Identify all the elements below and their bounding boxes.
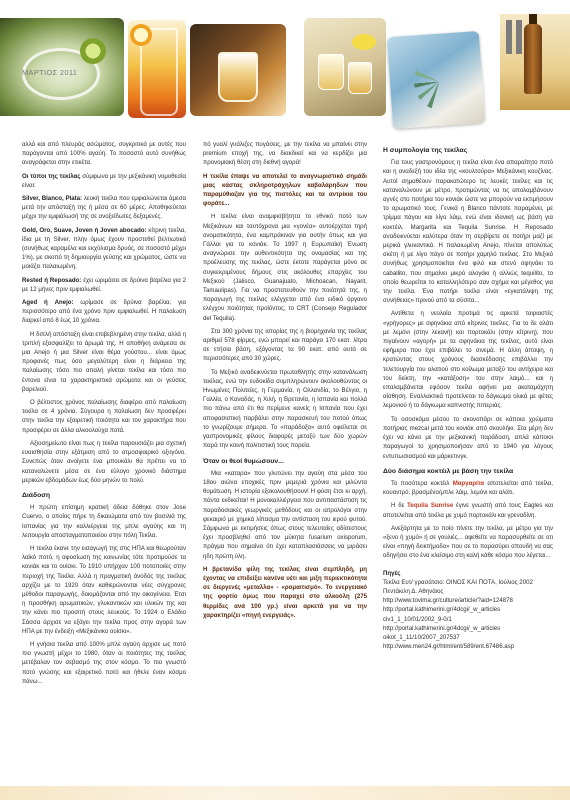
paragraph xyxy=(22,172,186,190)
source-item: Τεκίλα Ευτ/ γρασάτσιο: ΟΙΝΟΣ ΚΑΙ ΠΟΤΑ, Ιούλιος 2002 xyxy=(383,578,533,586)
paragraph: Για τους γαστρονόμους η τεκίλα είναι ένα απαραίτητο ποτό και η αναδεξή του ιδέα της «κουλτούρα» Μεξικάνικη κουζίνας. Αυτοί σημαθέουν παρακατώτερο τις λευκές τεκίλες και τις καταναλώνουν με μέτρο, προτιμώντας να τις απολαμβάνουν αγνές στο ποτήρια του κονιάκ ώστε να μπορούν να εκτιμήσουν το αρωματικό τους. Γενικά η Blanco πάντοτε παραμένει, με τρίμμα πάγου και λίγο λάιμ, ενώ είναι ιδανική ως βάση για κοκτέιλ. Margarita και Tequila Sunrise. Η Reposado αναδεικνύεται καλύτερα όταν τη σερβίρετε σε ποτήρι μαζί με μερικά γλυκαντικά. Η παλαιωμένη Anejo, πίνεται απολύτως σκέτη ή με λίγο πάγο σε ποτήρι χαμηλό τεκίλας. Στο Μεξικό συνήθως χρησιμοποιείται ένα φιλό και στενό σφηνάκι το caballito, που σημαίνει μικρό αλογάκι ή αλλιώς tequilito, το οποίο θεωρείται το καταλληλότερο σαν σχήμα και μέγεθος για την τεκίλα. Ένα ποτήρι τεκίλα είναι «εγκατάλιψη της συνήθειας» πρινού από τα σύσιτα... xyxy=(383,159,553,305)
term: Silver, Blanco, Plata: xyxy=(22,195,83,203)
lime-slice-icon xyxy=(80,38,106,64)
paragraph: πό γυαλί γυάλιζες πυγάσεις, με την τεκίλα να μπαίνει στην premium εποχή της, να διακδικεί και να κερδίζει μια προνομιακή θέση στη διεθνή αγορά! xyxy=(203,141,367,167)
paragraph-text: Το ποσότερα κοκτέιλ xyxy=(391,479,453,487)
issue-date: ΜΑΡΤΙΟΣ 2011 xyxy=(22,68,78,77)
paragraph-text: αποτελείται από τεκίλα, κουαντρό, βρασμένο/μπλε λάιμ, λεμόνι και αλάτι. xyxy=(383,479,553,497)
text-column-3 xyxy=(383,140,553,651)
source-link[interactable]: http://www.men24.gr/html/ent/589/ent.67486.asp xyxy=(383,643,515,651)
agave-icon xyxy=(412,52,466,111)
shot-glass-icon xyxy=(318,54,344,90)
paragraph: Η γνήσια τεκίλα από 100% μπλε αγαύη άρχισε ως ποτό πιο γνωστή μέχρι το 1980, όταν οι ποιότητες της τεκίλας μετέβαλαν τον σεβασμό της στον κόσμο. Το πιο γνωστό ποτό γνώσης και εξαιρετικό ποτό και ήθελε έναν κόσμο πάνω... xyxy=(22,640,186,685)
paragraph: Η τεκίλα είναι αναμφισβήτητα το εθνικό ποτό των Μεξικάνων και ταυτόχρονα μια «γονέα» αυτοέρχεται τηρή ονοματικότητα, ένα καμπράκιναν για αυτήν όπως και για Γάλλοι για το κονιάκ. Το 1997 η Ευρωπαϊκή Ένωση αναγνώρισε την αυθεντικότητα της ονομασίας και της προέλευσης της τεκίλας, ώστε έκτοτε παράγεται μόνο σε συγκεκριμένους δήμους στις ακόλουθες επαρχίες του Μεξικού (Jalisco, Guanajuato, Michoacan, Nayarit, Tamaulipas). Για να προστατευθούν την ποιότητά της, η παραγωγή της τεκίλας ελέγχεται από ένα ειδικό όργανο ελέγχου ποιότητας προϊόντος, το CRT (Consejo Regulador del Tequila). xyxy=(203,213,367,322)
lemon-icon xyxy=(352,34,376,50)
paragraph-text: ωρίμασε σε δρύινα βαρέλια, για περισσότερο από ένα χρόνο πριν εμφιαλωθεί. Η παλαίωση διαρκεί από 8 έως 10 χρόνια. xyxy=(22,299,186,325)
paragraph-text: σύμφωνα με την μεξικάνικη νομοθεσία είναι: xyxy=(22,172,187,189)
text-column-2 xyxy=(203,140,367,624)
source-link[interactable]: http://portal.kathimerini.gr/4dcgi/_w_articles xyxy=(383,624,501,632)
paragraph xyxy=(22,298,186,326)
paragraph: Μια «καταρα» που γλυτώνει την αγαύη στα μέσα του 18ου αιώνα εποχικές πριν μεμεριά χρόνια και μιλώντα θυμάτωση. Η ιστορία εξακολουθήσουν! Η φύση έτσι κι αρχή, πάντα εκδικείται! Η μονοκαλλιέργεια που αντιπαστάστιση τις παραδοσιακές γεωργικές μεθόδους και οι ιατρολόγοι στην φεκαιριό με χημικά λίπασμα την αντίσταση του ιερού φυτού. Σάμφωνα με εκτιμήσεις όπως στους τελευταίες αδίσεστους έχει προσβληθεί από τον μύκητα fusarium oxisporum, πράγμα που σημαίνει ότι έχει καταπλασιάσσεις να μιράσει ηδη πρώτη ύλη. xyxy=(203,469,367,560)
paragraph: Το Μεξικό αναδεικνύεται πρωταθλητής στην κατανάλωση τεκίλας, ενώ την ευδοκίδα συμπληρώνουν ακολουθώντας οι Ηνωμένες Πολιτείες, η Γερμανία, η Ολλανδία, το Βέλγιο, η Γαλλία, ο Καναδάς, η Χιλή, η Βρετανία, η Ισπανία και πολλά πιο πάνω από έτι θα περίμενε κανείς η Ισπανία που έχει αποφασιστική παρβάλει στην παρασκευή του ποτού όπως το γνωρίζουμε σήμερα. Το «παράδοξο» αυτό οφείλεται σε γαστρονομικές φίλους διαφορές μεταξύ των δύο χωρών παρά την κοινή πολιτιστική τους πορεία. xyxy=(203,368,367,450)
pull-quote: Η τεκίλα έπαψε να αποτελεί το αναγνωριστικό σημάδι μιας κάστας σκληροτράχηλων καβαλάρηδων που παραμύθιαζαν για της πιστόλες και τα αντρίκια του φοράτε... xyxy=(203,172,367,208)
paragraph: Στα 300 χρόνια της ιστορίας της η βιομηχανία της τεκίλας αριθμεί 578 φίρμες, ενώ μπορεί και παράγει 170 εκατ. λίτρα σε ετήσια βάση, εξάγοντας τα 90 εκατ. από αυτά σε περισσότερες από 30 χώρες. xyxy=(203,327,367,363)
paragraph-text: Η δε xyxy=(391,502,408,510)
section-heading: Όταν οι θεοί θυμώσουν... xyxy=(203,457,284,465)
shot-glass-icon xyxy=(218,52,258,102)
margarita-glass-photo xyxy=(0,18,124,116)
term: Rested ή Reposado: xyxy=(22,276,82,284)
tequila-shots-lemon-photo xyxy=(304,18,386,116)
bottle-icon xyxy=(524,24,542,94)
paragraph: Η τεκίλα έκανε την εισαγωγή της στις ΗΠΑ και θεωρούταν λαϊκό ποτό, η αφοσίωση της κοινωνίας τότε προτιμούσε τα κονιάκ και το ουίσκι. Το 1910 υπήρχαν 100 ποτοποιίες στην περιοχή της Τεκίλα. Αλλά η πραγματική άνοδός της τεκίλας αρχίζει με το 1920 όταν καθιερώνονται νέες σύγχρονες μέθοδοι παραγωγής, δοκιμάζονται από την οικογένεια. Έτσι η προσθήκη αρωματικών, γλυκαντικών και υλικών της και την κάνει πιο προσιτή στους λευκούς. Το 1924 ο Ελάδιο Σάσσα άρχισε να εξάγει την τεκίλα προς στην αγορά των ΗΠΑ με την ένδειξη «Μεξικάνικο ουίσκι». xyxy=(22,544,186,635)
text-column-1 xyxy=(22,140,186,690)
paragraph xyxy=(22,194,186,222)
orange-slice-icon xyxy=(130,24,152,46)
paragraph: Αντίθετα η νεολαία προτιμά τις αρκετά ταιριαστές «γρήγορες» με σφηνάκια από κίτρινες τεκίλες. Για το δε αλάτι με λεμόνι (στην λεκανή) και πορτοκάλι (στην κίτρινη), που πιγαίνουν «αγορή» με τα σφηνάκια της τεκίλας, αυτό είναι εφήμερα που έχει επιβάλει το σινεμά. Η άλλη άποψη, η κρατώντας στους χρόνους διασκέδασης επιβάλλει την τελετουργία του αλατιού στο κοίλωμα μεταξύ του αντίχειρα και του δείκτη, την «κατάξοση» του στην λαιμό... και η επαλαμβάνεται εφόσον τεκίλα αφήνει μια ακαταμάχητη αίσθηση. Εναλλακτικά προτείνεται το δάγκωμα ολικά με φέτες λεμονιού ή το δάγκωμα καπνιστής πιπεριάς. xyxy=(383,310,553,410)
paragraph-text: έχει ωριμάσει σε δρύινα βαρέλια για 2 με 12 μήνες πριν εμφιαλωθεί. xyxy=(22,276,186,293)
shot-glass-icon xyxy=(348,62,372,94)
source-item: oikot_1_11/10/2007_207537 xyxy=(383,633,460,641)
paragraph: Αξιοσημείωτο είναι πως η τεκίλα παρουσιάζει μια σχετική ευαισθησία στην εξάτμιση από το ατμοσφαιρικό οξυγόνο. Συνεπώς όταν ανοίγετε ένα μπουκάλι θα πρέπει να το καταναλώνετε μέσα σε ένα εύλογο χρονικό διάστημα μερικών εβδομάδων έως δύο μηνών το πολύ. xyxy=(22,439,186,484)
paragraph-text: λευκή τεκίλα που εμφιαλώνεται άμεσα μετά την απόσταξή της ή μέσα σε 60 μέρες. Αποθηκεύεται μέχρι την εμφιάλωσή της σε ανοξείδωτες δεξαμενές. xyxy=(22,195,186,221)
cocktail-name: Μαργαρίτα xyxy=(452,479,485,487)
paragraph xyxy=(383,501,553,519)
paragraph: Η διπλή απόσταξη είναι επιβεβλημένη στην τεκίλα, αλλά η τριπλή εξασφαλίζει το άρωμά της. Η αποθήκη ανάμεσα σε μια Anejo ή μια Silver είναι θέμα γούστου... είναι όμως προφανές πως όσο μεγαλύτερη είναι η διάρκεια της παλαίωσης τόσο πιο απαλή γίνεται τεκίλα και τόσο πιο έντονα είναι τα χαρακτηριστικά αρώματα και οι γεύσεις βαρελιού. xyxy=(22,330,187,393)
paragraph xyxy=(383,479,553,497)
term: Gold, Oro, Suave, Joven ή Joven abocado: xyxy=(22,226,147,234)
sources-list xyxy=(383,569,553,652)
cocktail-name: Tequila Sunrise xyxy=(407,502,454,510)
section-heading: Δύο διάσημα κοκτέιλ με βάση την τεκίλα xyxy=(383,467,514,475)
tequila-shot-photo xyxy=(190,24,286,116)
section-heading: Η συμπολογία της τεκίλας xyxy=(383,147,468,154)
sources-title: Πηγές xyxy=(383,569,401,577)
paragraph: Ο βέλτιστος χρόνος παλαίωσης διαφέρει από παλαίωση τεκίλα σε 4 χρόνια. Σύγουρα η παλαίωση δεν προσφέρει στην τεκίλα την εξαιρετική ποιότητα και τον χαρακτήρα που προσφέρει σε άλλα αλκοολούχα ποτά. xyxy=(22,399,186,434)
inline-heading: Οι τύποι της τεκίλας xyxy=(22,172,81,180)
paragraph: Η πρώτη επίσημη κρατική άδεια δόθηκε στον Jose Cuervo, ο οποίος πήρε τη δικαιώματα από τον βασιλιά της Ισπανίας για την καλλιέργεια της μπλε αγαύης και τη λειτουργία αποσταγματοποιείου στην πόλη Τεκίλα. xyxy=(22,504,186,539)
paragraph: Ανεξάρτητα με το ποίο πίνετε την τεκίλα, με μέτρο για την «ξενο ή χυμό» ή σε γουλιές... αφεθείτε να παρασυρθείτε σε οτι είναι «πηγή δεικτήμοδο» που σε το παρασύρει σπουδή να σας οδηγήσει στο ένα κλείσιμο στη καλή κάθε κόσμο που λέγεται... xyxy=(383,524,553,560)
term: Aged ή Anejo: xyxy=(22,299,74,307)
source-link[interactable]: http://portal.kathimerini.gr/4dcgi/_w_articles xyxy=(383,606,501,614)
page-number xyxy=(506,20,526,54)
source-item: civ1_1_10/01/2002_9-0/1 xyxy=(383,615,452,623)
paragraph xyxy=(22,226,186,272)
section-heading: Διάδοση xyxy=(22,491,51,499)
tequila-sunrise-photo xyxy=(128,20,186,118)
paragraph: Το οσοσκόμα μέσου το σκονοπάρι σε κάποια χρώματα ποτήριας mezcal μετά του κονιάκ από σκουλήκι. Στα μέρη δεν έχει να κάνει με την μεξικανική παράδοση, απλά κάποιοι παραγωγοί το χρησιμοποιήσαν από το 1940 για λόγους εντυπωσιασμού και μάρκετινγκ. xyxy=(383,415,553,460)
page-number-digit-bar xyxy=(516,20,522,54)
paragraph-text: έγινε γνωστή από τους Eagles και αποτελείται από τεκίλα με χυμό πορτοκάλι και γρεναδίνη. xyxy=(383,502,553,519)
source-link[interactable]: http://www.tovima.gr/culture/article/?aid=124878 xyxy=(383,597,513,605)
paragraph xyxy=(22,276,186,294)
paragraph: αλλά και από πλευράς ασώματος, συγκριτικά με αυτές που παράγονται από 100% αγαύη. Το ποσοστό αυτό συνήθως αναγράφεται στην ετικέτα. xyxy=(22,141,186,167)
agave-plant-photo xyxy=(387,31,485,129)
pull-quote: Η βρετανίδα φίλη της τεκίλας είναι σεμπληδή, μη έχοντας να επιδείξει κανένα υέτι και μιξη περιεκτικότητα σε διεργενές «μεταλλα» - «ρομαιτισμό». Το ενεργειακό της φορτίο όμως που παραχεί στο αλκοόλη (275 θερμίδες ανά 100 γρ.) είναι αρκετά για να την χαρακτηρίζει «πηγή ενεργειάς». xyxy=(203,565,367,619)
bottom-decorative-strip xyxy=(0,786,570,800)
page-number-text xyxy=(506,20,512,54)
paragraph-text: κίτρινη τεκίλα, ίδια με τη Silver, πλην όμως έχουν προστεθεί βελτιωτικά (συνήθως καραμέλα και εκχύλισμα δρυός, σε ποσοστό μέχρι 1%), με σκοπό τη δημιουργία γεύσης και χρώματος, ώστε να μοιάζει παλαιωμένη. xyxy=(22,226,186,271)
source-item: Πεντάκιλη Δ. Αθηνάιος xyxy=(383,587,444,595)
